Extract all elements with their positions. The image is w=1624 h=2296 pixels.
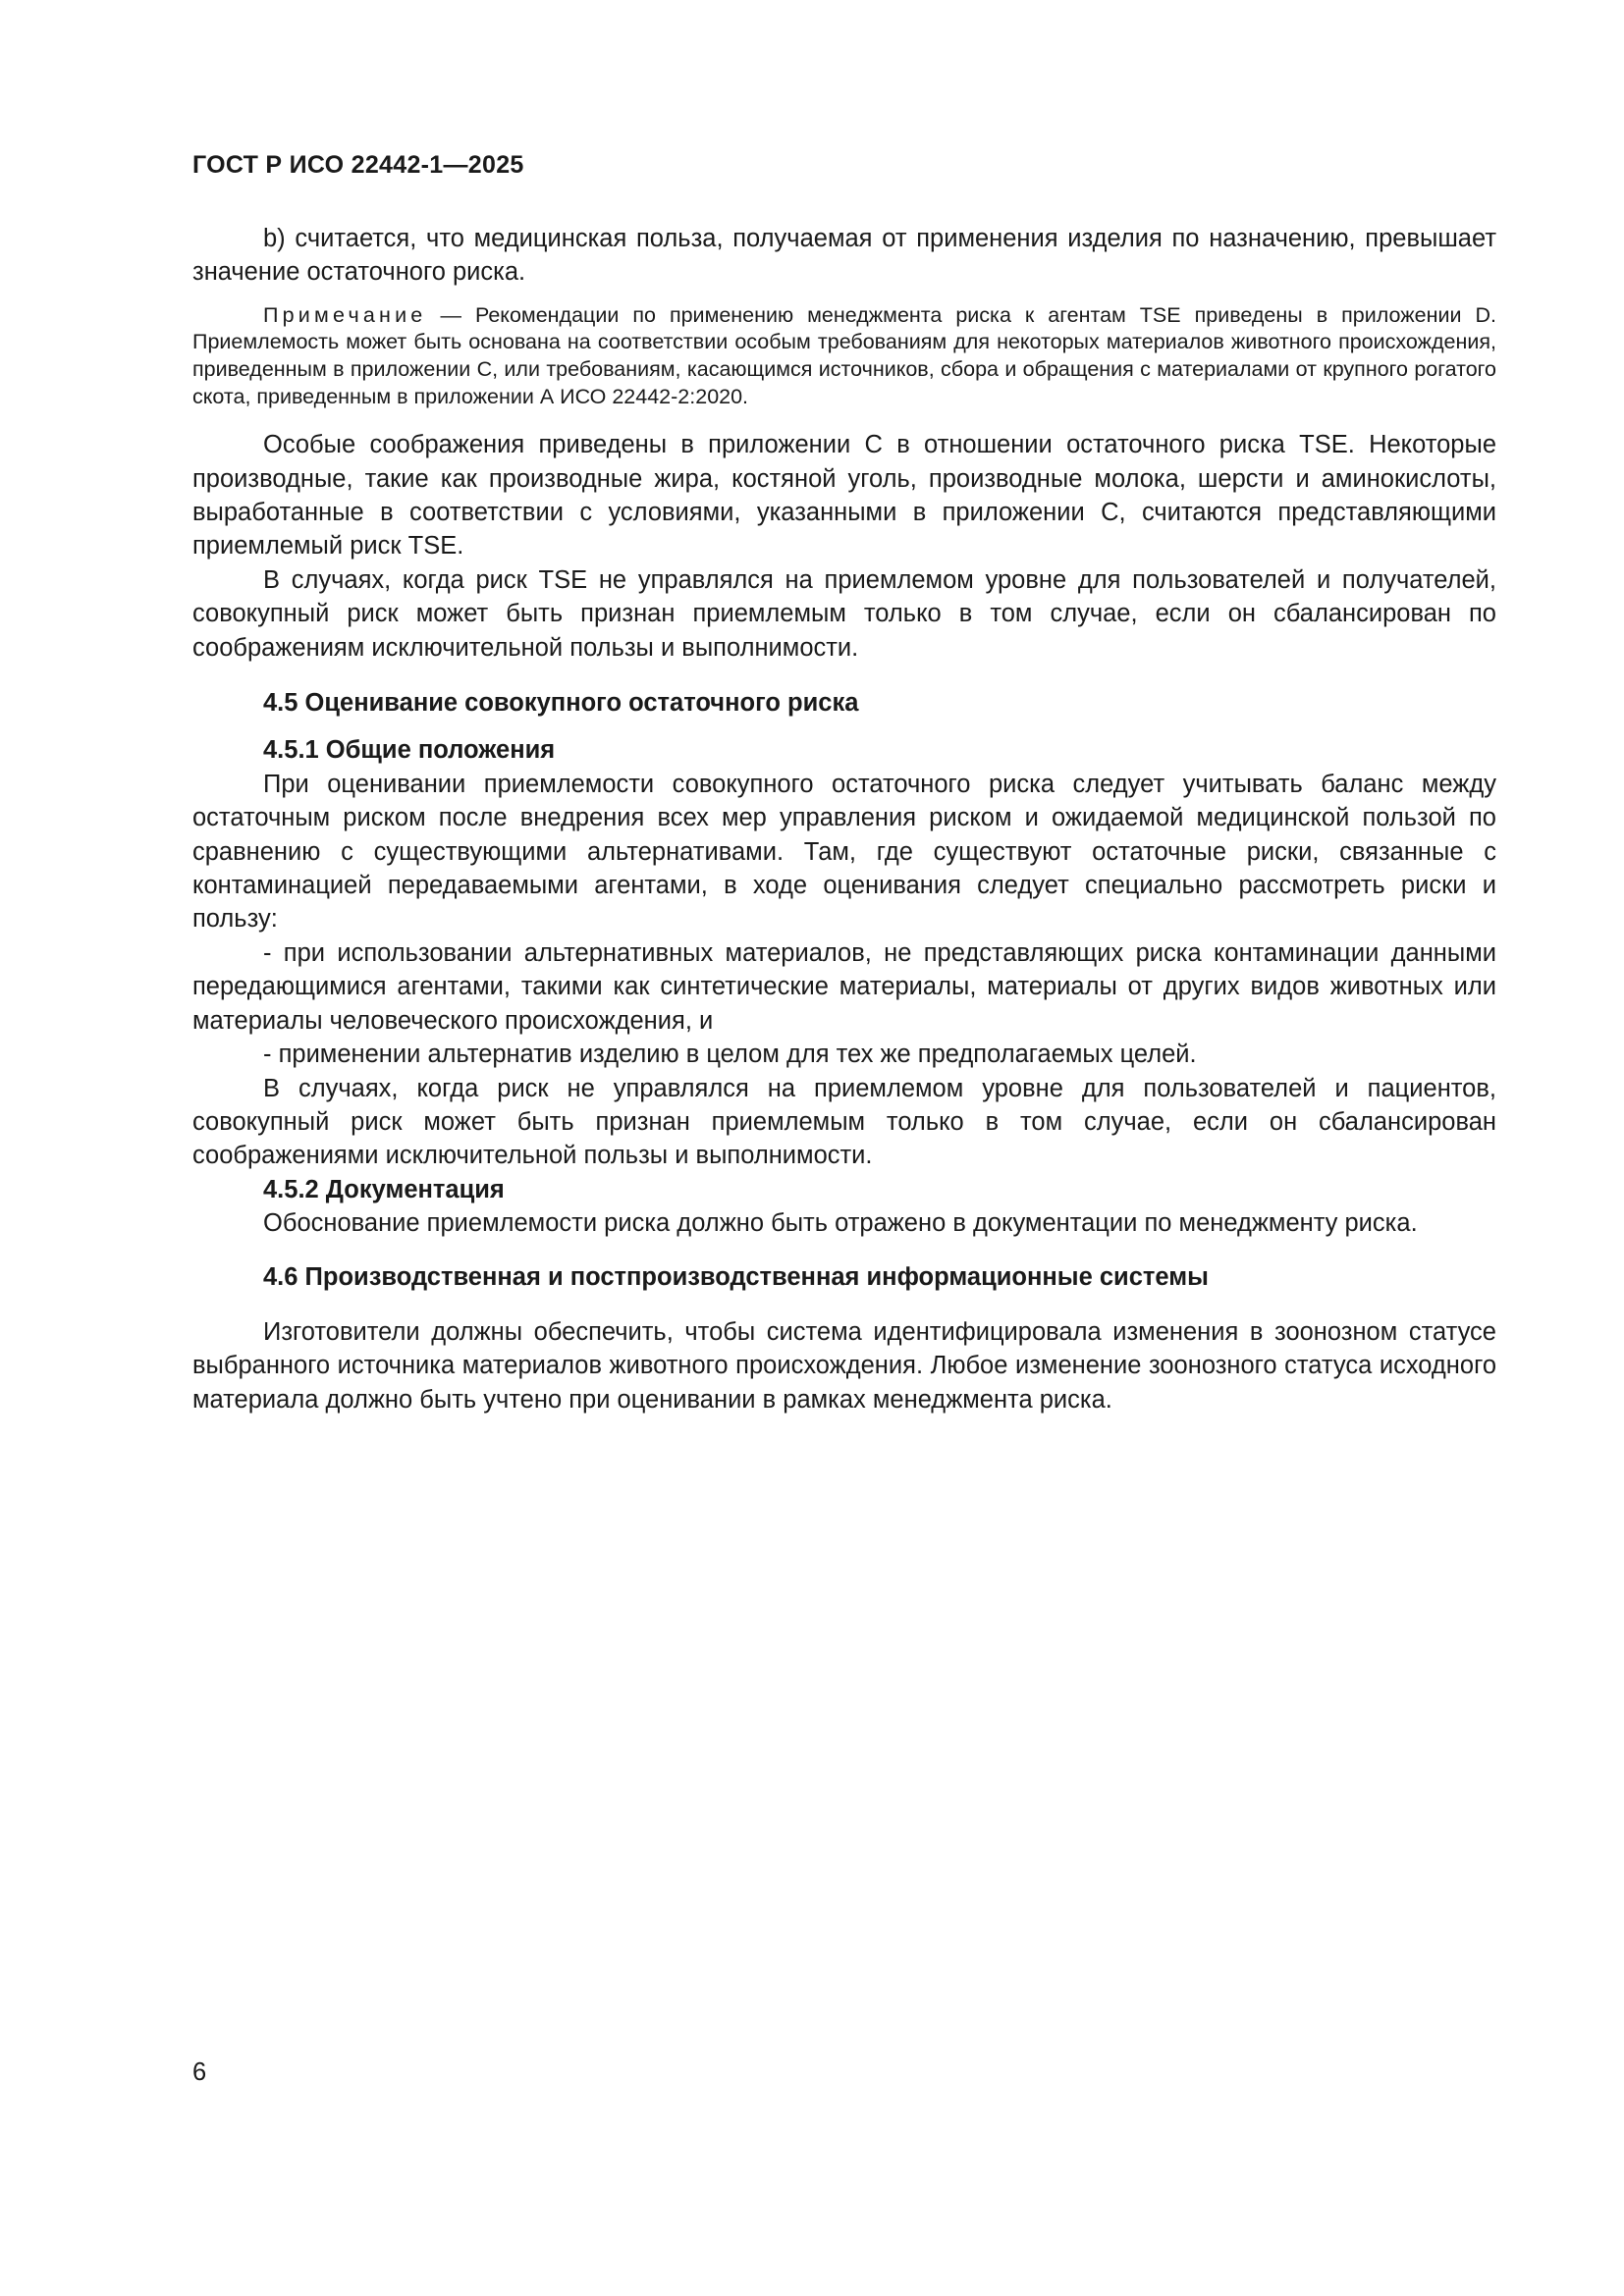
list-item-b: b) считается, что медицинская польза, получаемая от применения изделия по назначению, превышает значение остаточного риска. xyxy=(192,225,1496,287)
documentation-paragraph: Обоснование приемлемости риска должно быть отражено в документации по менеджменту риска. xyxy=(263,1209,1418,1238)
document-body xyxy=(192,222,1496,1416)
dash-list-item-2: - применении альтернатив изделию в целом для тех же предполагаемых целей. xyxy=(263,1041,1197,1069)
document-header: ГОСТ Р ИСО 22442-1—2025 xyxy=(192,151,524,179)
note-text: — Рекомендации по применению менеджмента риска к агентам TSE приведены в приложении D. Приемлемость может быть основана на соответствии особым требованиям для некоторых материалов животного происхождения, приведенным в приложении С, или требованиям, касающимся источников, сбора и обращения с материалами от крупного рогатого скота, приведенным в приложении А ИСО 22442-2:2020. xyxy=(192,302,1496,408)
special-considerations-paragraph: Особые соображения приведены в приложении С в отношении остаточного риска TSE. Некоторые производные, такие как производные жира, костяной уголь, производные молока, шерсти и аминокислоты, выработанные в соответствии с условиями, указанными в приложении С, считаются представляющими приемлемый риск TSE. xyxy=(192,431,1496,561)
tse-cases-paragraph: В случаях, когда риск TSE не управлялся на приемлемом уровне для пользователей и получателей, совокупный риск может быть признан приемлемым только в том случае, если он сбалансирован по соображениям исключительной пользы и выполнимости. xyxy=(192,565,1496,662)
patients-cases-paragraph: В случаях, когда риск не управлялся на приемлемом уровне для пользователей и пациентов, совокупный риск может быть признан приемлемым только в том случае, если он сбалансирован соображениями исключительной пользы и выполнимости. xyxy=(192,1074,1496,1170)
dash-list-item-1: - при использовании альтернативных материалов, не представляющих риска контаминации данными передающимися агентами, такими как синтетические материалы, материалы от других видов животных или материалы человеческого происхождения, и xyxy=(192,938,1496,1035)
note-label: Примечание xyxy=(263,302,427,327)
section-heading-4-6: 4.6 Производственная и постпроизводственная информационные системы xyxy=(263,1262,1209,1291)
information-systems-paragraph: Изготовители должны обеспечить, чтобы система идентифицировала изменения в зоонозном статусе выбранного источника материалов животного происхождения. Любое изменение зоонозного статуса исходного материала должно быть учтено при оценивании в рамках менеджмента риска. xyxy=(192,1317,1496,1414)
section-heading-4-5: 4.5 Оценивание совокупного остаточного риска xyxy=(263,689,859,718)
page-number: 6 xyxy=(192,2058,207,2086)
section-heading-4-5-1: 4.5.1 Общие положения xyxy=(263,736,556,765)
section-heading-4-5-2: 4.5.2 Документация xyxy=(263,1175,505,1203)
general-provisions-paragraph: При оценивании приемлемости совокупного остаточного риска следует учитывать баланс между остаточным риском после внедрения всех мер управления риском и ожидаемой медицинской пользой по сравнению с существующими альтернативами. Там, где существуют остаточные риски, связанные с контаминацией передаваемыми агентами, в ходе оценивания следует специально рассмотреть риски и пользу: xyxy=(192,770,1496,934)
note-paragraph xyxy=(192,302,1496,410)
